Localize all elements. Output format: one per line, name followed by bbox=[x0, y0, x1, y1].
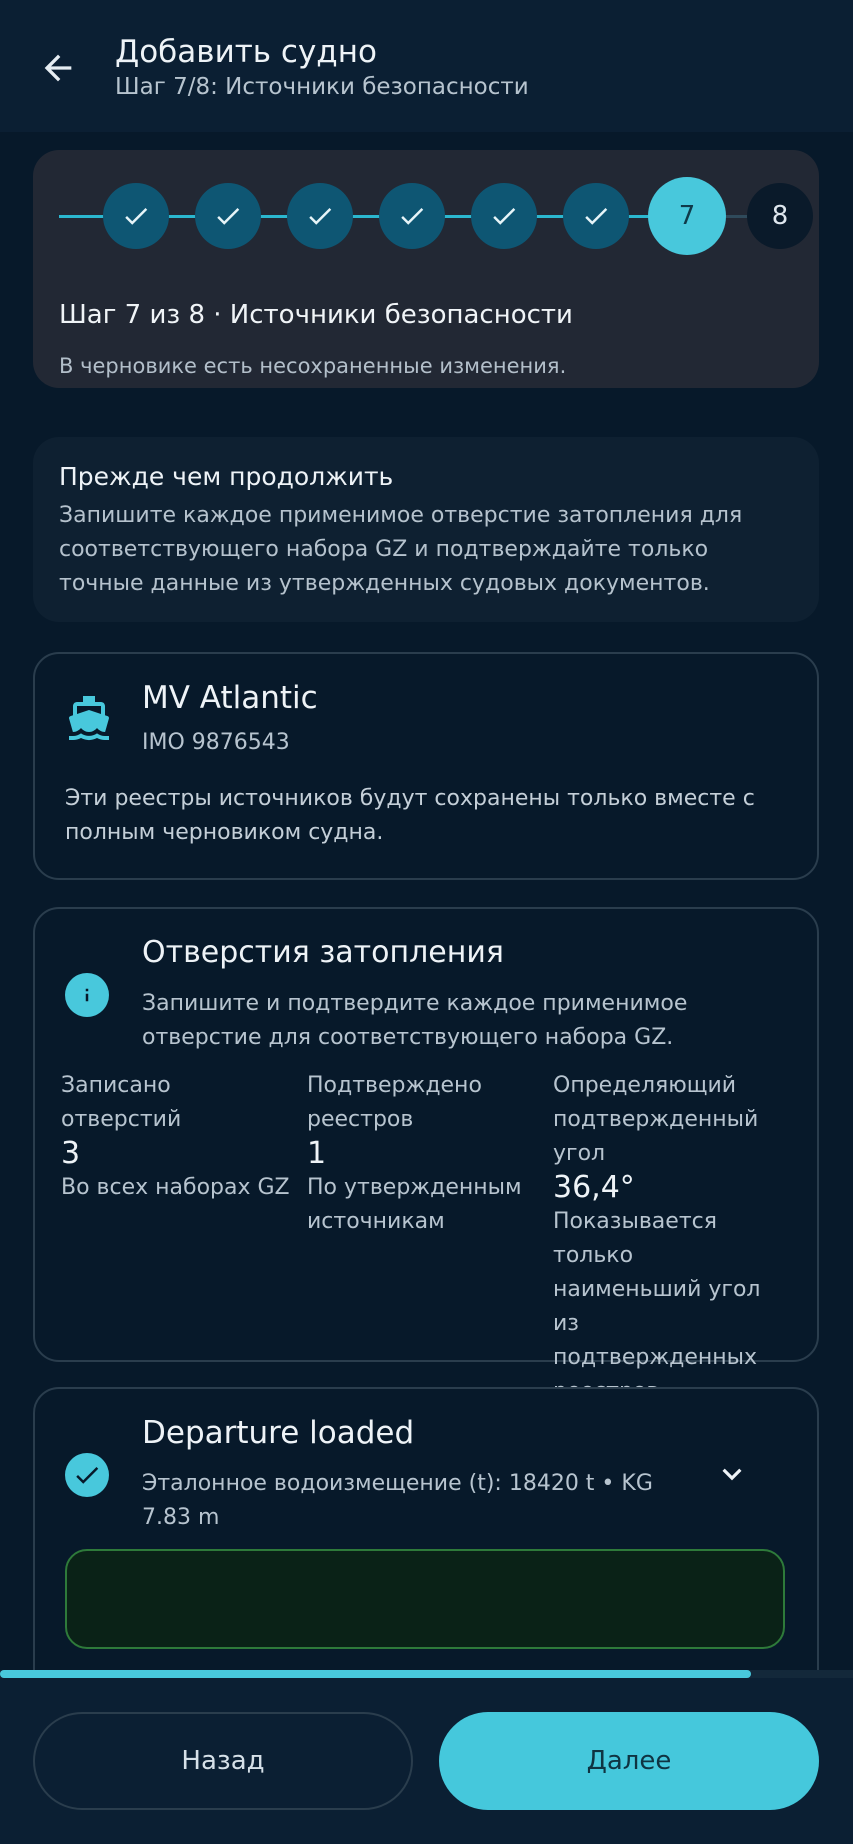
top-app-bar bbox=[0, 0, 853, 132]
draft-note: В черновике есть несохраненные изменения. bbox=[59, 354, 567, 378]
departure-loaded-card[interactable] bbox=[33, 1387, 819, 1672]
arrow-left-icon bbox=[38, 48, 78, 88]
check-icon bbox=[121, 201, 151, 231]
intro-title: Прежде чем продолжить bbox=[59, 462, 394, 491]
stat-registers-confirmed bbox=[307, 1069, 527, 1239]
expand-button[interactable] bbox=[707, 1449, 757, 1499]
next-button[interactable]: Далее bbox=[439, 1712, 819, 1810]
stat-openings-recorded bbox=[61, 1069, 291, 1205]
step-2-done[interactable] bbox=[195, 183, 261, 249]
check-circle-icon bbox=[65, 1453, 109, 1497]
stat-governing-angle bbox=[553, 1069, 783, 1409]
step-4-done[interactable] bbox=[379, 183, 445, 249]
stat-label: Записано отверстий bbox=[61, 1073, 182, 1132]
scroll-thumb[interactable] bbox=[0, 1670, 751, 1678]
vessel-imo: IMO 9876543 bbox=[142, 730, 290, 755]
stat-value: 1 bbox=[307, 1136, 327, 1171]
flooding-description: Запишите и подтвердите каждое применимое отверстие для соответствующего набора GZ. bbox=[142, 991, 688, 1050]
step-3-done[interactable] bbox=[287, 183, 353, 249]
step-1-done[interactable] bbox=[103, 183, 169, 249]
ship-icon bbox=[65, 694, 113, 742]
vessel-card bbox=[33, 652, 819, 880]
check-icon bbox=[397, 201, 427, 231]
progress-card bbox=[33, 150, 819, 388]
back-arrow-button[interactable] bbox=[28, 38, 88, 98]
intro-body: Запишите каждое применимое отверстие затопления для соответствующего набора GZ и подтверждайте только точные данные из утвержденных судовых документов. bbox=[59, 503, 743, 596]
step-5-done[interactable] bbox=[471, 183, 537, 249]
stat-value: 3 bbox=[61, 1136, 81, 1171]
stat-value: 36,4° bbox=[553, 1170, 635, 1205]
info-icon bbox=[65, 973, 109, 1017]
page-title: Добавить судно bbox=[115, 34, 377, 70]
vessel-note: Эти реестры источников будут сохранены только вместе с полным черновиком судна. bbox=[65, 786, 755, 845]
check-icon bbox=[581, 201, 611, 231]
scroll-content[interactable] bbox=[0, 132, 853, 1672]
stat-label: Подтверждено реестров bbox=[307, 1073, 482, 1132]
step-current[interactable]: 7 bbox=[648, 177, 726, 255]
departure-title: Departure loaded bbox=[142, 1415, 415, 1451]
stat-label: Определяющий подтвержденный угол bbox=[553, 1073, 759, 1166]
check-icon bbox=[489, 201, 519, 231]
stat-sub: По утвержденным источникам bbox=[307, 1175, 522, 1234]
step-next[interactable]: 8 bbox=[747, 183, 813, 249]
flooding-title: Отверстия затопления bbox=[142, 935, 504, 970]
check-icon bbox=[305, 201, 335, 231]
stepper bbox=[59, 176, 799, 256]
chevron-down-icon bbox=[713, 1455, 751, 1493]
bottom-action-bar bbox=[0, 1678, 853, 1844]
vessel-name: MV Atlantic bbox=[142, 680, 318, 716]
progress-title: Шаг 7 из 8 · Источники безопасности bbox=[59, 300, 573, 330]
scroll-indicator bbox=[0, 1670, 853, 1678]
step-6-done[interactable] bbox=[563, 183, 629, 249]
stat-sub: Показывается только наименьший угол из подтвержденных bbox=[553, 1209, 761, 1370]
departure-status-panel bbox=[65, 1549, 785, 1649]
stat-sub: Во всех наборах GZ bbox=[61, 1175, 290, 1200]
flooding-openings-card bbox=[33, 907, 819, 1370]
back-button[interactable]: Назад bbox=[33, 1712, 413, 1810]
departure-description: Эталонное водоизмещение (t): 18420 t • KG 7.83 m bbox=[142, 1471, 653, 1530]
check-icon bbox=[213, 201, 243, 231]
intro-card bbox=[33, 437, 819, 622]
page-subtitle: Шаг 7/8: Источники безопасности bbox=[115, 74, 529, 100]
